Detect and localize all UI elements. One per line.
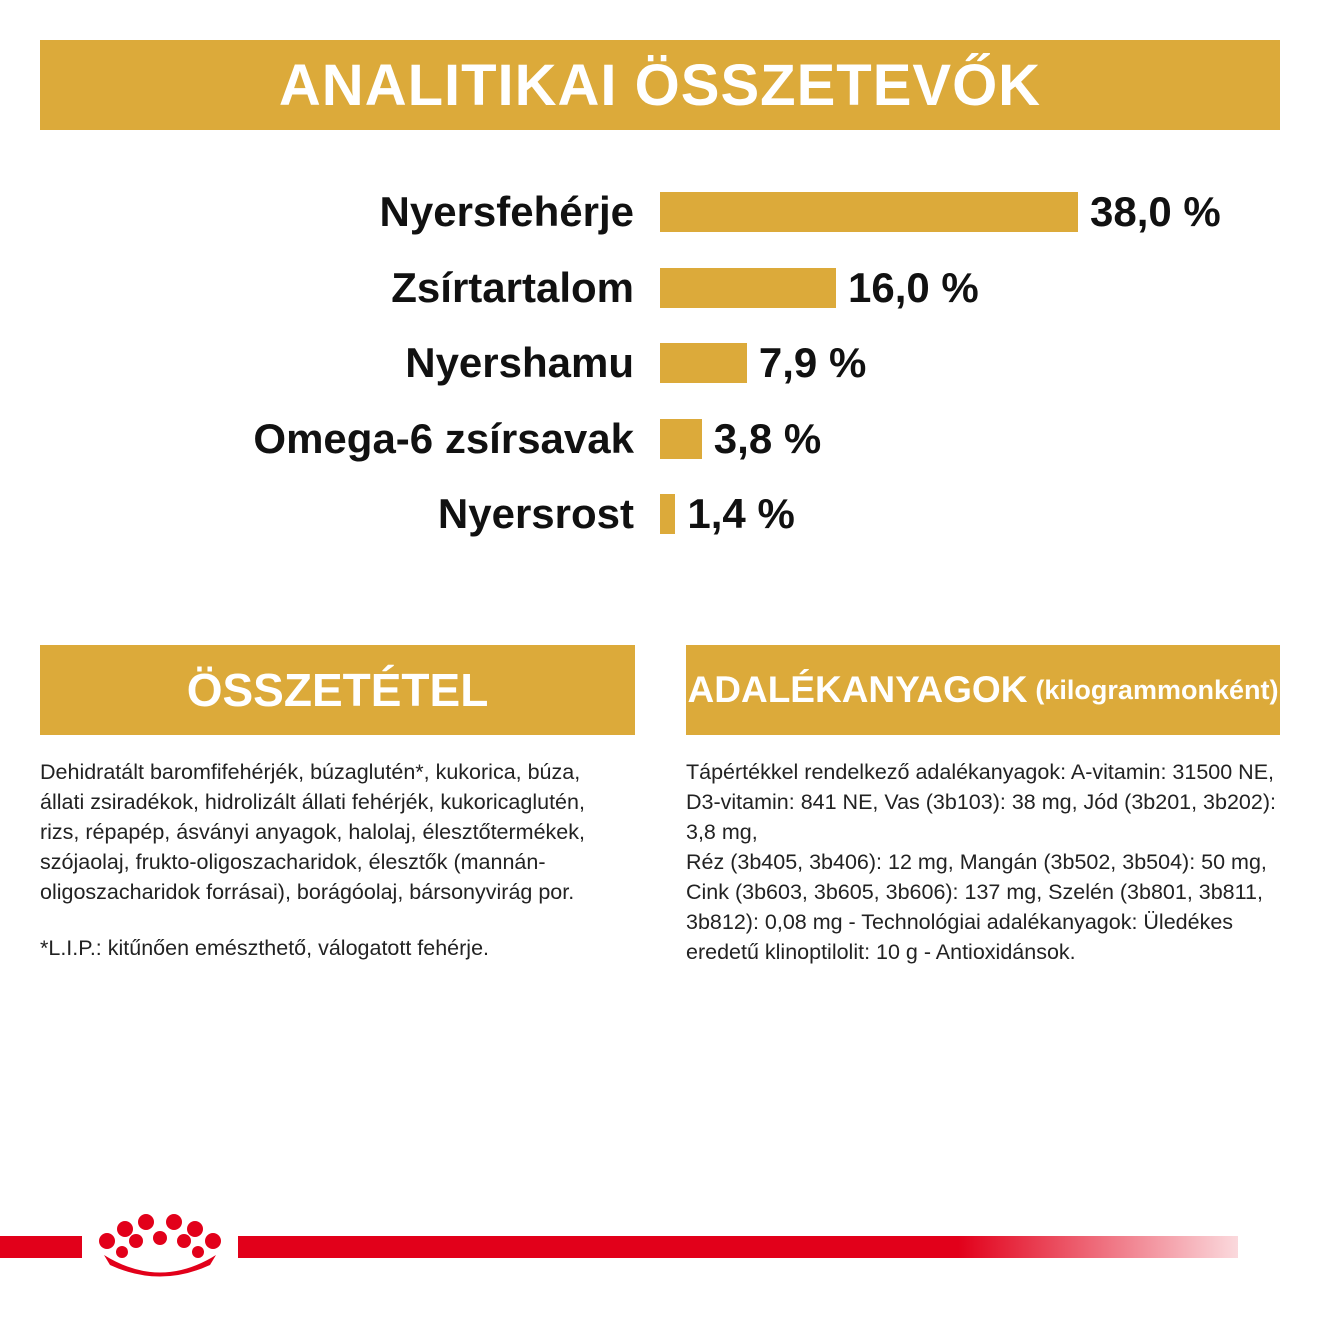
chart-bar bbox=[660, 494, 675, 534]
composition-title: ÖSSZETÉTEL bbox=[186, 664, 489, 716]
analytical-components-banner bbox=[40, 40, 1280, 130]
composition-text: Dehidratált baromfifehérjék, búzaglutén*, kukorica, búza, állati zsiradékok, hidrolizált állati fehérjék, kukoricaglutén, rizs, répapép, ásványi anyagok, halolaj, élesztőtermékek, szójaolaj, frukto-oligoszacharidok, élesztők (mannán- oligoszacharidok forrásai), borágóolaj, bársonyvirág por. bbox=[40, 760, 585, 904]
royal-canin-crown-icon bbox=[92, 1208, 228, 1280]
additives-title: ADALÉKANYAGOK bbox=[687, 669, 1028, 710]
chart-value-label: 1,4 % bbox=[687, 490, 795, 537]
chart-category-label: Omega-6 zsírsavak bbox=[253, 414, 634, 462]
chart-category-label: Nyersfehérje bbox=[379, 188, 634, 235]
nutrient-bar-chart bbox=[0, 170, 1320, 550]
analytical-components-title: ANALITIKAI ÖSSZETEVŐK bbox=[278, 52, 1042, 118]
additives-banner bbox=[686, 645, 1280, 735]
chart-bar bbox=[660, 192, 1078, 232]
chart-value-label: 3,8 % bbox=[713, 414, 822, 462]
footer-red-line-left bbox=[0, 1236, 82, 1258]
chart-category-label: Zsírtartalom bbox=[391, 263, 634, 311]
composition-footnote: *L.I.P.: kitűnően emészthető, válogatott fehérje. bbox=[40, 936, 490, 960]
chart-bar bbox=[660, 343, 747, 383]
chart-value-label: 7,9 % bbox=[758, 339, 867, 386]
chart-bar bbox=[660, 268, 836, 308]
chart-bar bbox=[660, 419, 702, 459]
chart-category-label: Nyershamu bbox=[405, 339, 634, 386]
composition-banner bbox=[40, 645, 635, 735]
footer-red-line-right bbox=[238, 1236, 1238, 1258]
additives-subtitle: (kilogrammonként) bbox=[1035, 674, 1279, 705]
chart-category-label: Nyersrost bbox=[437, 490, 634, 537]
chart-value-label: 16,0 % bbox=[848, 263, 979, 311]
chart-value-label: 38,0 % bbox=[1090, 188, 1221, 235]
additives-text: Tápértékkel rendelkező adalékanyagok: A-vitamin: 31500 NE, D3-vitamin: 841 NE, Vas (3b103): 38 mg, Jód (3b201, 3b202): 3,8 mg, Réz (3b405, 3b406): 12 mg, Mangán (3b502, 3b504): 50 mg, Cink (3b603, 3b605, 3b606): 137 mg, Szelén (3b801, 3b811, 3b812): 0,08 mg - Technológiai adalékanyagok: Üledékes eredetű klinoptilolit: 10 g - Antioxidánsok. bbox=[686, 760, 1276, 964]
